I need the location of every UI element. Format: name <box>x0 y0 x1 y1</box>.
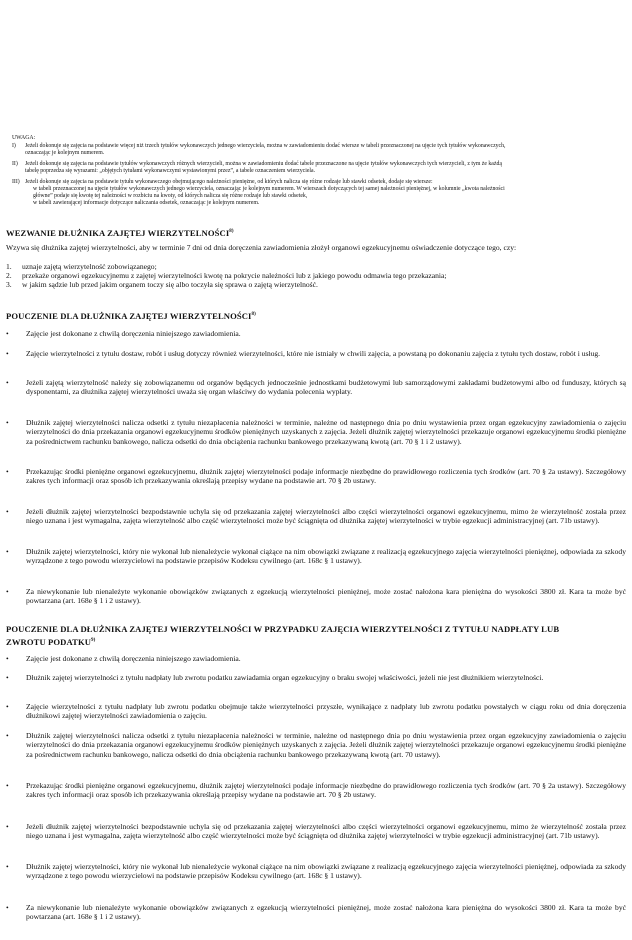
bullet-icon: • <box>6 862 9 871</box>
note: II) Jeżeli dokonuje się zajęcia na podstawie tytułów wykonawczych różnych wierzycieli, można w zawiadomieniu dodać tabele przeznaczone na ujęcie tytułów wykonawczych tych wierzycieli, z tym że każdą tabelę poprzedza się wyrazami: „objętych tytułami wykonawczymi wystawionymi przez”, a tabele oznaczeniem wierzyciela. <box>12 161 502 174</box>
bullet-icon: • <box>6 673 9 682</box>
bullet-icon: • <box>6 418 9 427</box>
bullet-icon: • <box>6 349 9 358</box>
bullet-icon: • <box>6 587 9 596</box>
list-item: 1. uznaje zajętą wierzytelność zobowiązanego; <box>6 262 157 271</box>
bullet-icon: • <box>6 378 9 387</box>
note: I) Jeżeli dokonuje się zajęcia na podstawie więcej niż trzech tytułów wykonawczych jednego wierzyciela, można w zawiadomieniu dodać wiersze w tabeli przeznaczonej na ujęcie tych tytułów wykonawczych, oznaczając je kolejnym numerem. <box>12 143 506 156</box>
bullet-icon: • <box>6 547 9 556</box>
list-item: 3. w jakim sądzie lub przed jakim organem toczy się albo toczyła się sprawa o zajętą wierzytelność. <box>6 280 318 290</box>
section-heading: WEZWANIE DŁUŻNIKA ZAJĘTEJ WIERZYTELNOŚCI$^{8)}$ <box>6 227 234 238</box>
section-heading: POUCZENIE DLA DŁUŻNIKA ZAJĘTEJ WIERZYTELNOŚCI$^{8)}$ <box>6 310 256 321</box>
bullet-icon: • <box>6 702 9 711</box>
bullet-icon: • <box>6 822 9 831</box>
notes-title: UWAGA: <box>12 135 36 141</box>
bullet-icon: • <box>6 507 9 516</box>
note: III) Jeżeli dokonuje się zajęcia na podstawie tytułu wykonawczego obejmującego należności pieniężne, od których nalicza się różne rodzaje lub stawki odsetek, dodaje się wiersze: w tabeli przeznaczonej na ujęcie tytułów wykonawczych jednego wierzyciela, oznaczając je kolejnym numerem. W wierszach dotyczących tej samej należności pieniężnej, w kolumnie „kwota należności główne” podaje się kwotę tej należności w rozbiciu na kwoty, od których nalicza się różne rodzaje lub stawki odsetek, w tabeli zawierającej informacje dotyczące naliczania odsetek, oznaczając je kolejnym numerem. <box>12 179 505 206</box>
bullet-icon: • <box>6 467 9 476</box>
bullet-icon: • <box>6 903 9 912</box>
document-page: UWAGA: I) Jeżeli dokonuje się zajęcia na podstawie więcej niż trzech tytułów wykonawczych jednego wierzyciela, można w zawiadomieniu dodać wiersze w tabeli przeznaczonej na ujęcie tych tytułów wykonawczych, oznaczając je kolejnym numerem. II) Jeżeli dokonuje się zajęcia na podstawie tytułów wykonawczych różnych wierzycieli, można w zawiadomieniu dodać tabele przeznaczone na ujęcie tytułów wykonawczych tych wierzycieli, z tym że każdą tabelę poprzedza się wyrazami: „objętych tytułami wykonawczymi wystawionymi przez”, a tabele oznaczeniem wierzyciela. III) Jeżeli dokonuje się zajęcia na podstawie tytułu wykonawczego obejmującego należności pieniężne, od których nalicza się różne rodzaje lub stawki odsetek, dodaje się wiersze: w tabeli przeznaczonej na ujęcie tytułów wykonawczych jednego wierzyciela, oznaczając je kolejnym numerem. W wierszach dotyczących tej samej należności pieniężnej, w kolumnie „kwota należności główne” podaje się kwotę tej należności w rozbiciu na kwoty, od których nalicza się różne rodzaje lub stawki odsetek, w tabeli zawierającej informacje dotyczące naliczania odsetek, oznaczając je kolejnym numerem. WEZWANIE DŁUŻNIKA ZAJĘTEJ WIERZYTELNOŚCI$^{8)}$ Wzywa się dłużnika zajętej wierzytelności, aby w terminie 7 dni od dnia doręczenia zawiadomienia złożył organowi egzekucyjnemu oświadczenie dotyczące tego, czy: 1. uznaje zajętą wierzytelność zobowiązanego; 2. przekaże organowi egzekucyjnemu z zajętej wierzytelności kwotę na pokrycie należności lub z jakiego powodu odmawia tego przekazania; 3. w jakim sądzie lub przed jakim organem toczy się albo toczyła się sprawa o zajętą wierzytelność. POUCZENIE DLA DŁUŻNIKA ZAJĘTEJ WIERZYTELNOŚCI$^{8)}$ • Zajęcie jest dokonane z chwilą doręczenia niniejszego zawiadomienia. • Zajęcie wierzytelności z tytułu dostaw, robót i usług dotyczy również wierzytelności, które nie istniały w chwili zajęcia, a powstaną po dokonaniu zajęcia z tytułu tych dostaw, robót i usług. • Jeżeli zajętą wierzytelność należy się zobowiązanemu od organów będących jednocześnie jednostkami budżetowymi lub samorządowymi zakładami budżetowymi albo od funduszy, których są dysponentami, za dłużnika zajętej wierzytelności uważa się organ właściwy do wydania polecenia wypłaty. • Dłużnik zajętej wierzytelności nalicza odsetki z tytułu niezapłacenia należności w terminie, należne od następnego dnia po dniu wystawienia przez organ egzekucyjny zawiadomienia o zajęciu wierzytelności do dnia przekazania organowi egzekucyjnemu środków pieniężnych uzyskanych z zajęcia. Jeżeli dłużnik zajętej wierzytelności przekazuje organowi egzekucyjnemu środki pieniężne za pośrednictwem rachunku bankowego, nalicza odsetki do dnia obciążenia rachunku bankowego przekazywaną kwotą (art. 70 § 1 i 2 ustawy). • Przekazując środki pieniężne organowi egzekucyjnemu, dłużnik zajętej wierzytelności podaje informacje niezbędne do prawidłowego rozliczenia tych środków (art. 70 § 2a ustawy). Szczegółowy zakres tych informacji oraz sposób ich przekazywania określają przepisy wydane na podstawie art. 70 § 2b ustawy. • Jeżeli dłużnik zajętej wierzytelności bezpodstawnie uchyla się od przekazania zajętej wierzytelności albo części wierzytelności organowi egzekucyjnemu, mimo że wierzytelność została przez niego uznana i jest wymagalna, zajęta wierzytelność albo część wierzytelności może być ściągnięta od dłużnika zajętej wierzytelności w trybie egzekucji administracyjnej (art. 71b ustawy). • Dłużnik zajętej wierzytelności, który nie wykonał lub nienależycie wykonał ciążące na nim obowiązki związane z realizacją egzekucyjnego zajęcia wierzytelności pieniężnej, odpowiada za szkody wyrządzone z tego powodu wierzycielowi na podstawie przepisów Kodeksu cywilnego (art. 168c § 1 ustawy). • Za niewykonanie lub nienależyte wykonanie obowiązków związanych z egzekucją wierzytelności pieniężnej, może zostać nałożona kara pieniężna do wysokości 3800 zł. Kara ta może być powtarzana (art. 168e § 1 i 2 ustawy). POUCZENIE DLA DŁUŻNIKA ZAJĘTEJ WIERZYTELNOŚCI W PRZYPADKU ZAJĘCIA WIERZYTELNOŚCI Z TYTUŁU NADPŁATY LUB ZWROTU PODATKU$^{9)}$ • Zajęcie jest dokonane z chwilą doręczenia niniejszego zawiadomienia. • Dłużnik zajętej wierzytelności z tytułu nadpłaty lub zwrotu podatku zawiadamia organ egzekucyjny o braku swojej właściwości, jeżeli nie jest dłużnikiem wierzytelności. • Zajęcie wierzytelności z tytułu nadpłaty lub zwrotu podatku obejmuje także wierzytelności przyszłe, wynikające z nadpłaty lub zwrotu podatku powstałych w ciągu roku od dnia doręczenia dłużnikowi zajętej wierzytelności zawiadomienia o zajęciu. • Dłużnik zajętej wierzytelności nalicza odsetki z tytułu niezapłacenia należności w terminie, należne od następnego dnia po dniu wystawienia przez organ egzekucyjny zawiadomienia o zajęciu wierzytelności do dnia przekazania organowi egzekucyjnemu środków pieniężnych uzyskanych z zajęcia. Jeżeli dłużnik zajętej wierzytelności przekazuje organowi egzekucyjnemu środki pieniężne za pośrednictwem rachunku bankowego, nalicza odsetki do dnia obciążenia rachunku bankowego przekazywaną kwotą (art. 70 ustawy). • Przekazując środki pieniężne organowi egzekucyjnemu, dłużnik zajętej wierzytelności podaje informacje niezbędne do prawidłowego rozliczenia tych środków (art. 70 § 2a ustawy). Szczegółowy zakres tych informacji oraz sposób ich przekazywania określają przepisy wydane na podstawie art. 70 § 2b ustawy. • Jeżeli dłużnik zajętej wierzytelności bezpodstawnie uchyla się od przekazania zajętej wierzytelności albo części wierzytelności organowi egzekucyjnemu, mimo że wierzytelność została przez niego uznana i jest wymagalna, zajęta wierzytelność albo część wierzytelności może być ściągnięta od dłużnika zajętej wierzytelności w trybie egzekucji administracyjnej (art. 71b ustawy). • Dłużnik zajętej wierzytelności, który nie wykonał lub nienależycie wykonał ciążące na nim obowiązki związane z realizacją egzekucyjnego zajęcia wierzytelności pieniężnej, odpowiada za szkody wyrządzone z tego powodu wierzycielowi na podstawie przepisów Kodeksu cywilnego (art. 168c § 1 ustawy). • Za niewykonanie lub nienależyte wykonanie obowiązków związanych z egzekucją wierzytelności pieniężnej, może zostać nałożona kara pieniężna do wysokości 3800 zł. Kara ta może być powtarzana (art. 168e § 1 i 2 ustawy). <box>6 135 626 922</box>
bullet-icon: • <box>6 731 9 740</box>
list-item: 2. przekaże organowi egzekucyjnemu z zajętej wierzytelności kwotę na pokrycie należności lub z jakiego powodu odmawia tego przekazania; <box>6 271 447 281</box>
bullet-icon: • <box>6 329 9 338</box>
bullet-icon: • <box>6 654 9 663</box>
section-intro: Wzywa się dłużnika zajętej wierzytelności, aby w terminie 7 dni od dnia doręczenia zawiadomienia złożył organowi egzekucyjnemu oświadczenie dotyczące tego, czy: <box>6 243 517 252</box>
section-heading: POUCZENIE DLA DŁUŻNIKA ZAJĘTEJ WIERZYTELNOŚCI W PRZYPADKU ZAJĘCIA WIERZYTELNOŚCI Z TYTUŁU NADPŁATY LUB ZWROTU PODATKU$^{9)}$ <box>6 624 560 647</box>
numbered-list <box>6 262 626 290</box>
bullet-icon: • <box>6 781 9 790</box>
